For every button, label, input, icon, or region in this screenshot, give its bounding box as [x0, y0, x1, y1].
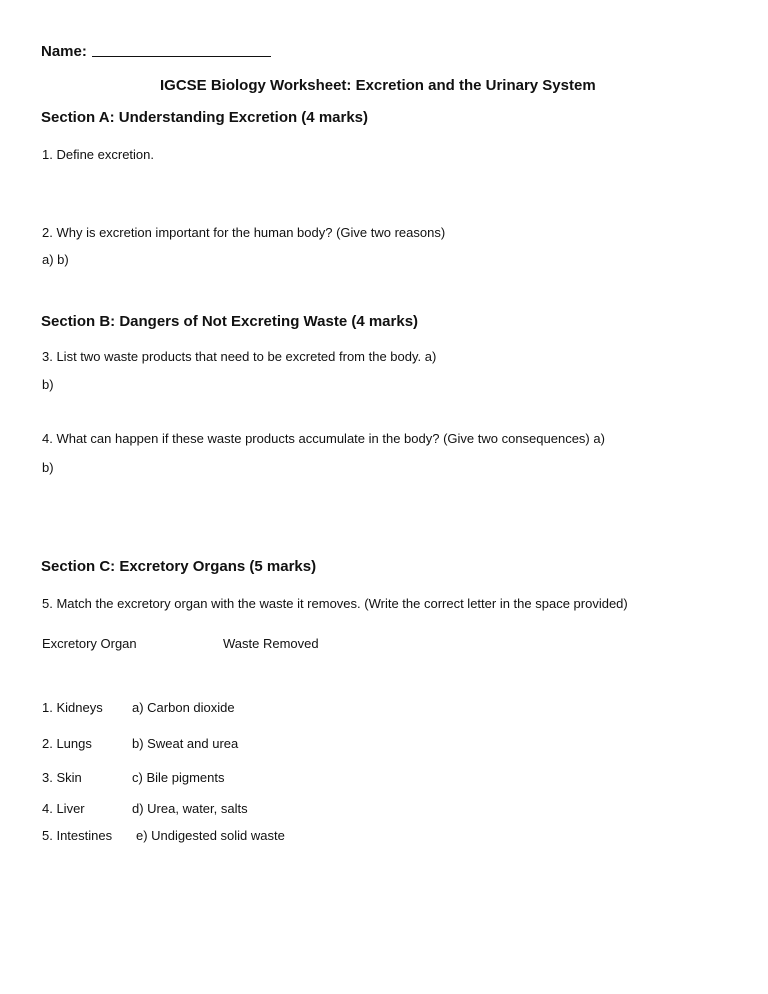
organ-item: 3. Skin — [42, 770, 82, 785]
waste-item: b) Sweat and urea — [132, 736, 239, 751]
question-3-answer-line: b) — [42, 377, 54, 392]
question-1: 1. Define excretion. — [42, 147, 155, 162]
waste-item: d) Urea, water, salts — [132, 801, 248, 816]
name-label: Name: — [41, 43, 87, 60]
column-header-organ: Excretory Organ — [42, 636, 137, 651]
section-b-heading: Section B: Dangers of Not Excreting Waste (4 marks) — [41, 313, 419, 330]
organ-item: 1. Kidneys — [42, 700, 103, 715]
organ-item: 5. Intestines — [42, 828, 113, 843]
section-c-heading: Section C: Excretory Organs (5 marks) — [41, 558, 317, 575]
question-2: 2. Why is excretion important for the human body? (Give two reasons) — [42, 225, 446, 240]
organ-item: 2. Lungs — [42, 736, 92, 751]
waste-item: a) Carbon dioxide — [132, 700, 235, 715]
waste-item: e) Undigested solid waste — [136, 828, 285, 843]
waste-item: c) Bile pigments — [132, 770, 225, 785]
section-a-heading: Section A: Understanding Excretion (4 marks) — [41, 109, 369, 126]
organ-item: 4. Liver — [42, 801, 85, 816]
question-4: 4. What can happen if these waste products accumulate in the body? (Give two consequences) a) — [42, 431, 605, 446]
column-header-waste: Waste Removed — [223, 636, 319, 651]
name-answer-line[interactable] — [92, 56, 271, 57]
question-4-answer-line: b) — [42, 460, 54, 475]
worksheet-title: IGCSE Biology Worksheet: Excretion and the Urinary System — [160, 77, 596, 94]
question-3: 3. List two waste products that need to be excreted from the body. a) — [42, 349, 437, 364]
question-5: 5. Match the excretory organ with the waste it removes. (Write the correct letter in the space provided) — [42, 596, 628, 611]
question-2-answer-line: a) b) — [42, 252, 69, 267]
